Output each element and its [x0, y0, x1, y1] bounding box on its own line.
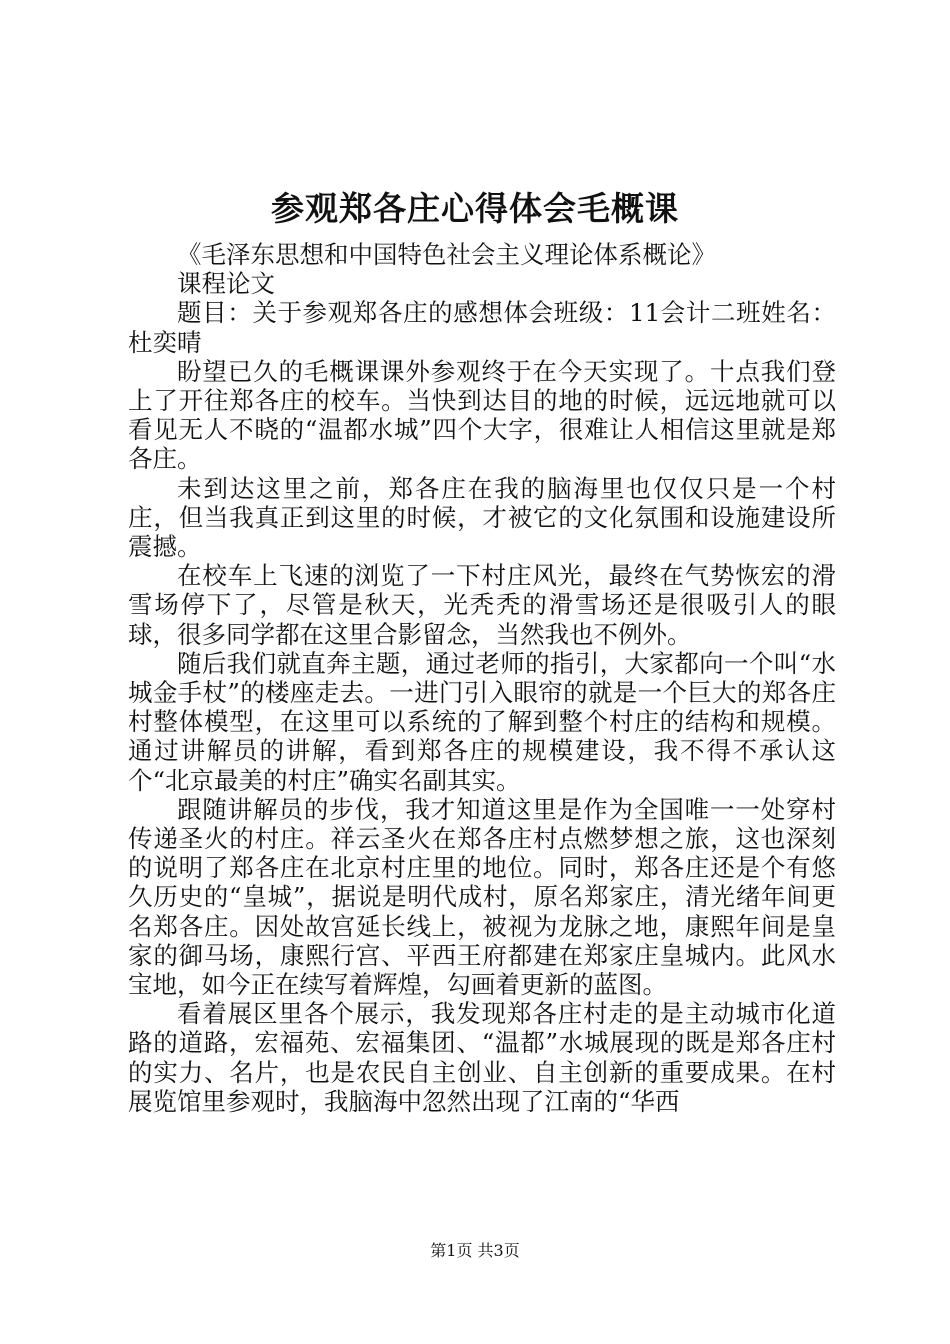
document-body — [128, 240, 836, 1116]
paragraph-body: 看着展区里各个展示，我发现郑各庄村走的是主动城市化道路的道路，宏福苑、宏福集团、“温都”水城展现的既是郑各庄村的实力、名片，也是农民自主创业、自主创新的重要成果。在村展览馆里参观时，我脑海中忽然出现了江南的“华西 — [128, 999, 836, 1116]
page-number-footer: 第1页 共3页 — [430, 1241, 520, 1260]
document-title: 参观郑各庄心得体会毛概课 — [271, 189, 679, 228]
paragraph-body: 盼望已久的毛概课课外参观终于在今天实现了。十点我们登上了开往郑各庄的校车。当快到达目的地的时候，远远地就可以看见无人不晓的“温都水城”四个大字，很难让人相信这里就是郑各庄。 — [128, 356, 836, 474]
paragraph-body: 未到达这里之前，郑各庄在我的脑海里也仅仅只是一个村庄，但当我真正到这里的时候，才被它的文化氛围和设施建设所震撼。 — [128, 473, 836, 562]
paragraph-book-title: 《毛泽东思想和中国特色社会主义理论体系概论》 — [177, 240, 716, 269]
paragraph-course-paper: 课程论文 — [177, 269, 275, 299]
paragraph-body: 跟随讲解员的步伐，我才知道这里是作为全国唯一一处穿村传递圣火的村庄。祥云圣火在郑各庄村点燃梦想之旅，这也深刻的说明了郑各庄在北京村庄里的地位。同时，郑各庄还是个有悠久历史的“皇城”，据说是明代成村，原名郑家庄，清光绪年间更名郑各庄。因处故宫延长线上，被视为龙脉之地，康熙年间是皇家的御马场，康熙行宫、平西王府都建在郑家庄皇城内。此风水宝地，如今正在续写着辉煌，勾画着更新的蓝图。 — [128, 794, 836, 1000]
paragraph-body: 在校车上飞速的浏览了一下村庄风光，最终在气势恢宏的滑雪场停下了，尽管是秋天，光秃秃的滑雪场还是很吸引人的眼球，很多同学都在这里合影留念，当然我也不例外。 — [128, 561, 836, 649]
paragraph-body: 随后我们就直奔主题，通过老师的指引，大家都向一个叫“水城金手杖”的楼座走去。一进门引入眼帘的就是一个巨大的郑各庄村整体模型，在这里可以系统的了解到整个村庄的结构和规模。通过讲解员的讲解，看到郑各庄的规模建设，我不得不承认这个“北京最美的村庄”确实名副其实。 — [128, 648, 836, 795]
paragraph-subject-info: 题目：关于参观郑各庄的感想体会班级：11会计二班姓名：杜奕晴 — [128, 298, 836, 357]
